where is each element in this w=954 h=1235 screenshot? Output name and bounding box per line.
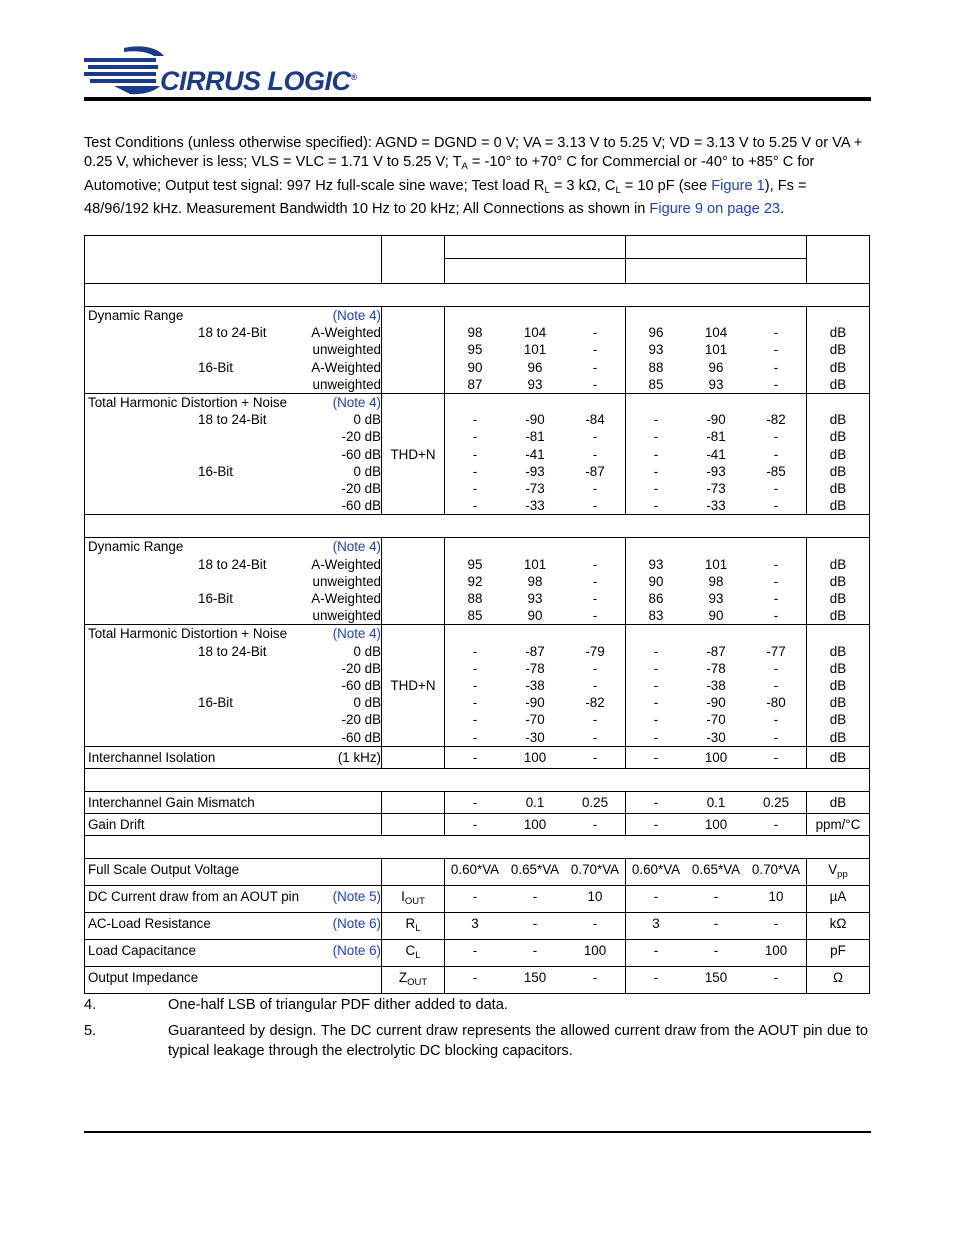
- note-4-link[interactable]: (Note 4): [332, 395, 381, 411]
- table-row: Total Harmonic Distortion + Noise (Note 4) 18 to 24-Bit 0 dB -20 dB -60 dB 16-Bit 0 dB -20 dB -60 dB THD+N - -87 -79 - -78 - - -38 - - -90 -82 - -70 - - -30 - - -87 -77 - -78 - - -38 - - -90 -80 - -70 - - -30 - dB dB dB dB dB dB: [85, 625, 870, 746]
- table-row: Total Harmonic Distortion + Noise (Note 4) 18 to 24-Bit 0 dB -20 dB -60 dB 16-Bit 0 dB -20 dB -60 dB THD+N - -90 -84 - -81 - - -41 - - -93 -87 - -73 - - -33 - - -90 -82 - -81 - - -41 - - -93 -85 - -73 - - -33 - dB dB dB dB dB dB: [85, 394, 870, 515]
- note-5-link[interactable]: (Note 5): [332, 888, 381, 904]
- brand-wordmark: CIRRUS LOGIC®: [160, 66, 357, 96]
- footnote-5: 5. Guaranteed by design. The DC current draw represents the allowed current draw from the AOUT pin due to typical leakage through the electrolytic DC blocking capacitors.: [84, 1023, 868, 1059]
- section-row: [85, 284, 870, 307]
- footer-rule: [84, 1131, 871, 1133]
- table-row: Full Scale Output Voltage 0.60*VA 0.65*VA 0.70*VA 0.60*VA 0.65*VA 0.70*VA $V_{pp}$: [85, 858, 870, 885]
- note-4-link[interactable]: (Note 4): [332, 539, 381, 555]
- table-row: Dynamic Range (Note 4) 18 to 24-Bit A-Weighted unweighted 16-Bit A-Weighted unweighted 95 101 - 92 98 - 88 93 - 85 90 - 93 101 - 90 98 - 86 93 - 83 90 - dB dB dB dB: [85, 538, 870, 625]
- table-row: Load Capacitance (Note 6) $C_L$ - - 100 - - 100 pF: [85, 939, 870, 966]
- footnotes: [84, 996, 870, 1068]
- test-conditions-paragraph: Test Conditions (unless otherwise specified): AGND = DGND = 0 V; VA = 3.13 V to 5.25 V; VD = 3.13 V to 5.25 V or VA + 0.25 V, whichever is less; VLS = VLC = 1.71 V to 5.25 V; $T_A = -10^\circ$ to +70° C for Commercial or -40° to +85° C for Automotive; Output test signal: 997 Hz full-scale sine wave; Test load $R_L = 3$ kΩ, $C_L = 10$ pF (see Figure 1), Fs = 48/96/192 kHz. Measurement Bandwidth 10 Hz to 20 kHz; All Connections as shown in Figure 9 on page 23.: [84, 135, 863, 217]
- table-row: Dynamic Range (Note 4) 18 to 24-Bit A-Weighted unweighted 16-Bit A-Weighted unweighted 98 104 - 95 101 - 90 96 - 87 93 - 96 104 - 93 101 - 88 96 - 85 93 - dB dB dB dB: [85, 307, 870, 394]
- table-row: AC-Load Resistance (Note 6) $R_L$ 3 - - 3 - - kΩ: [85, 912, 870, 939]
- section-row: [85, 835, 870, 858]
- table-row: Gain Drift - 100 - - 100 - ppm/°C: [85, 813, 870, 835]
- table-row: Interchannel Isolation (1 kHz) - 100 - - 100 - dB: [85, 746, 870, 768]
- note-4-link[interactable]: (Note 4): [332, 308, 381, 323]
- footnote-4: 4. One-half LSB of triangular PDF dither added to data.: [84, 997, 508, 1013]
- note-6-link[interactable]: (Note 6): [332, 942, 381, 958]
- table-row: Output Impedance $Z_{OUT}$ - 150 - - 150 - Ω: [85, 966, 870, 993]
- section-row: [85, 515, 870, 538]
- section-row: [85, 768, 870, 791]
- table-row: Interchannel Gain Mismatch - 0.1 0.25 - 0.1 0.25 dB: [85, 791, 870, 813]
- note-4-link[interactable]: (Note 4): [332, 626, 381, 642]
- note-6-link[interactable]: (Note 6): [332, 915, 381, 931]
- figure-1-link[interactable]: Figure 1: [711, 177, 765, 194]
- table-header-row: [85, 236, 870, 259]
- table-row: DC Current draw from an AOUT pin (Note 5) $I_{OUT}$ - - 10 - - 10 µA: [85, 885, 870, 912]
- spec-table: [84, 235, 870, 994]
- figure-9-link[interactable]: Figure 9 on page 23: [649, 200, 781, 217]
- header-rule: [84, 97, 871, 101]
